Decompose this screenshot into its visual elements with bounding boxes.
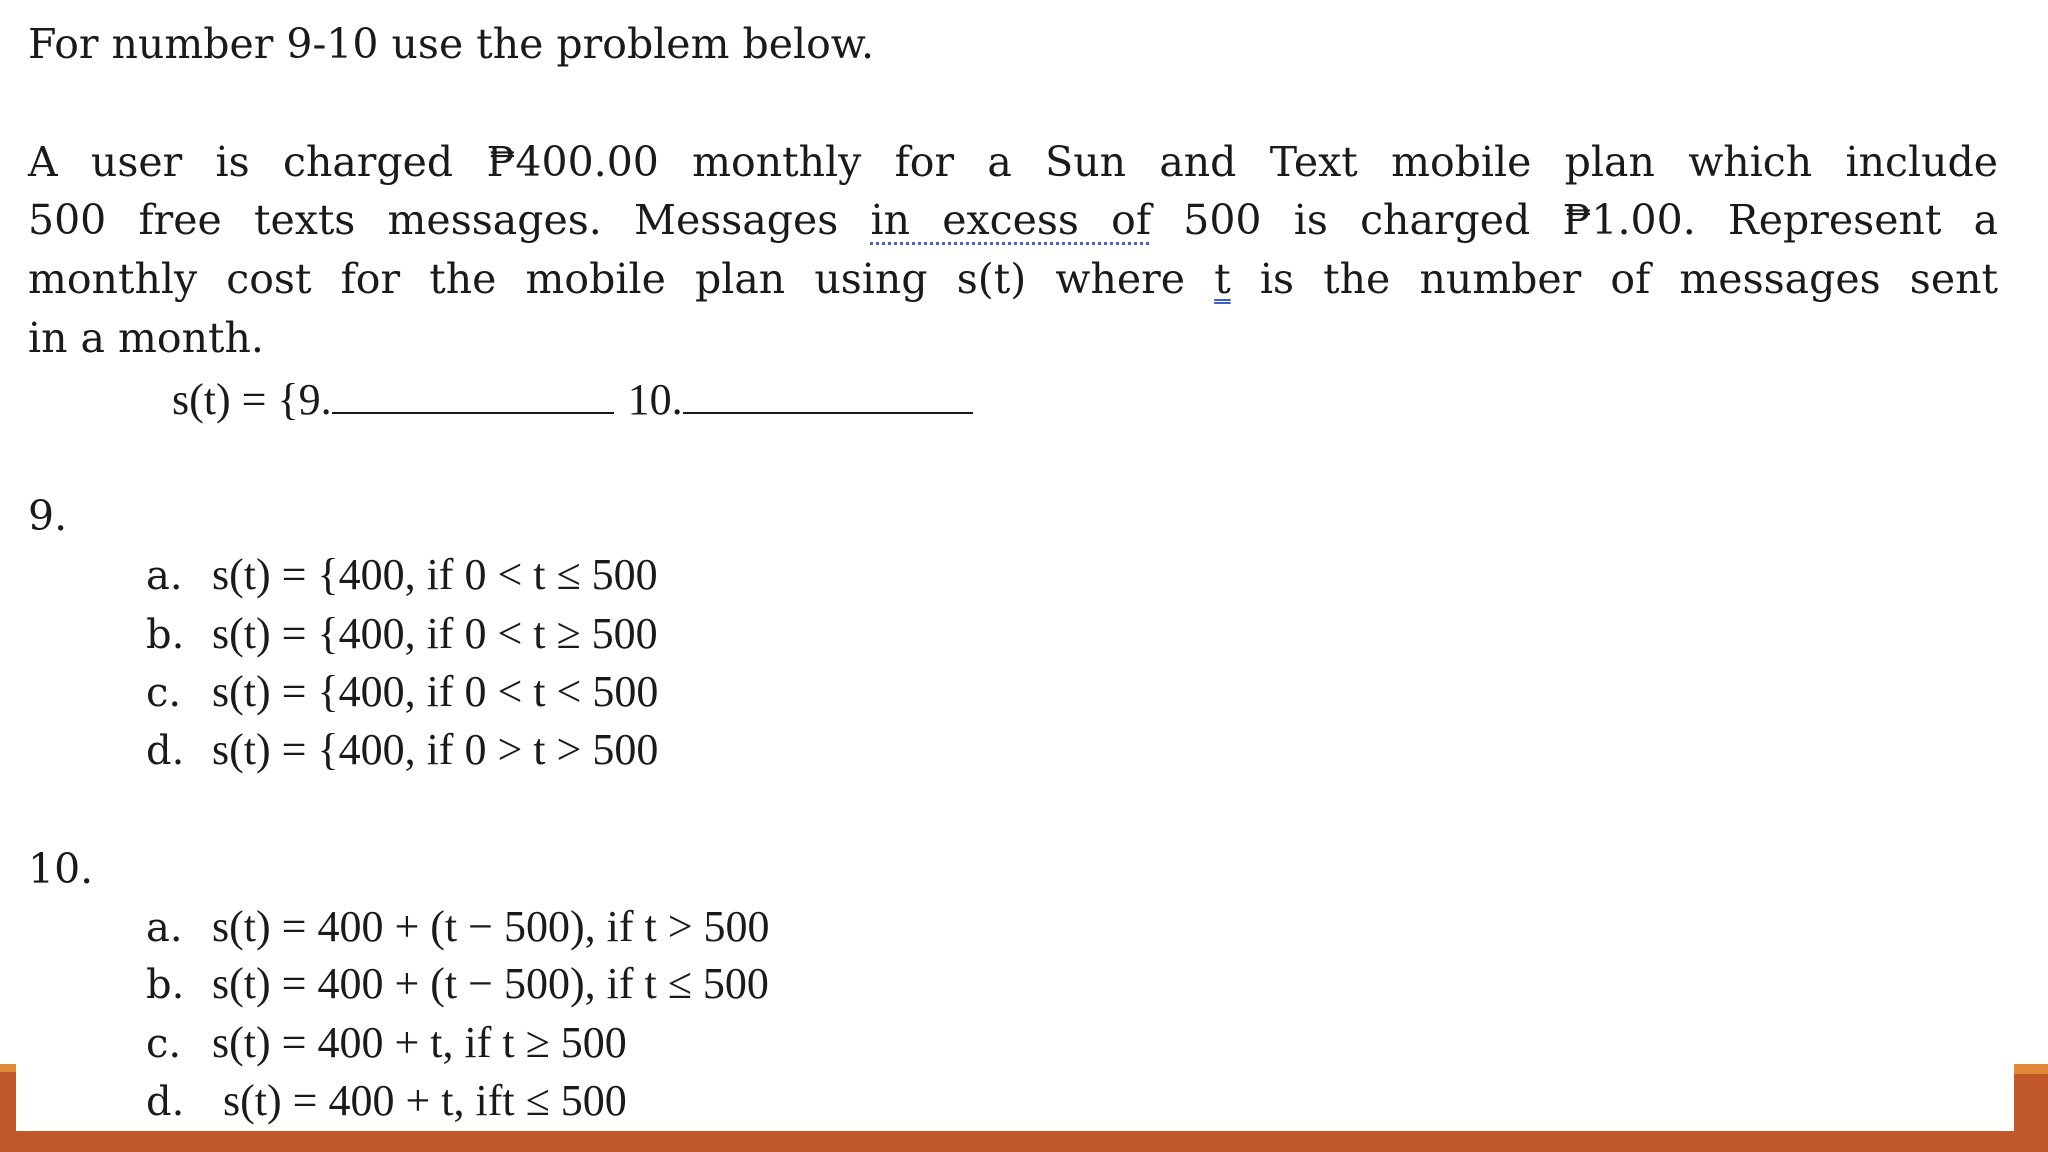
- option-expression: s(t) = {400, if 0 < t ≥ 500: [212, 609, 658, 658]
- option-label: c.: [146, 1021, 182, 1067]
- answer-blank-10[interactable]: [683, 408, 973, 414]
- formula-line: [172, 375, 973, 424]
- option-expression: s(t) = 400 + (t − 500), if t > 500: [212, 902, 770, 951]
- q10-option-a[interactable]: [146, 902, 770, 951]
- option-label: d.: [146, 1079, 185, 1125]
- problem-line-1: A user is charged ₱400.00 monthly for a Sun and Text mobile plan which include: [28, 138, 1998, 186]
- q10-option-b[interactable]: [146, 959, 769, 1008]
- q10-option-d[interactable]: [146, 1076, 627, 1125]
- formula-mid: 10.: [627, 375, 683, 424]
- q9-option-c[interactable]: [146, 667, 659, 716]
- option-expression: s(t) = 400 + (t − 500), if t ≤ 500: [212, 959, 769, 1008]
- option-expression: s(t) = 400 + t, if t ≥ 500: [212, 1018, 627, 1067]
- option-label: b.: [146, 612, 185, 658]
- q10-option-c[interactable]: [146, 1018, 627, 1067]
- slide-frame-right-accent: [2014, 1064, 2048, 1134]
- option-expression: s(t) = {400, if 0 > t > 500: [212, 725, 659, 774]
- option-expression: s(t) = {400, if 0 < t < 500: [212, 667, 659, 716]
- problem-line-4: in a month.: [28, 314, 264, 362]
- slide-bottom-accent-bar: [0, 1131, 2048, 1152]
- q9-option-b[interactable]: [146, 609, 658, 658]
- q9-option-a[interactable]: [146, 550, 658, 599]
- question-10-number: 10.: [28, 845, 94, 893]
- q9-option-d[interactable]: [146, 725, 659, 774]
- formula-lhs: s(t) = {9.: [172, 375, 332, 424]
- answer-blank-9[interactable]: [332, 408, 614, 414]
- excess-phrase: in excess of: [870, 196, 1152, 244]
- question-9-number: 9.: [28, 492, 68, 540]
- problem-line-2: [28, 196, 1998, 244]
- intro-text: For number 9-10 use the problem below.: [28, 20, 875, 68]
- slide-frame-left-accent: [0, 1064, 16, 1134]
- option-label: c.: [146, 670, 182, 716]
- problem-line-3-start: monthly cost for the mobile plan using s(t) where: [28, 255, 1215, 303]
- option-label: a.: [146, 905, 183, 951]
- option-label: b.: [146, 962, 185, 1008]
- problem-line-2-end: 500 is charged ₱1.00. Represent a: [1151, 196, 1999, 244]
- option-expression: s(t) = 400 + t, ift ≤ 500: [212, 1076, 627, 1125]
- problem-line-3-end: is the number of messages sent: [1230, 255, 1998, 303]
- option-label: d.: [146, 728, 185, 774]
- option-expression: s(t) = {400, if 0 < t ≤ 500: [212, 550, 658, 599]
- problem-line-2-start: 500 free texts messages. Messages: [28, 196, 871, 244]
- problem-line-3: [28, 255, 1998, 303]
- variable-t: t: [1214, 255, 1231, 303]
- option-label: a.: [146, 553, 183, 599]
